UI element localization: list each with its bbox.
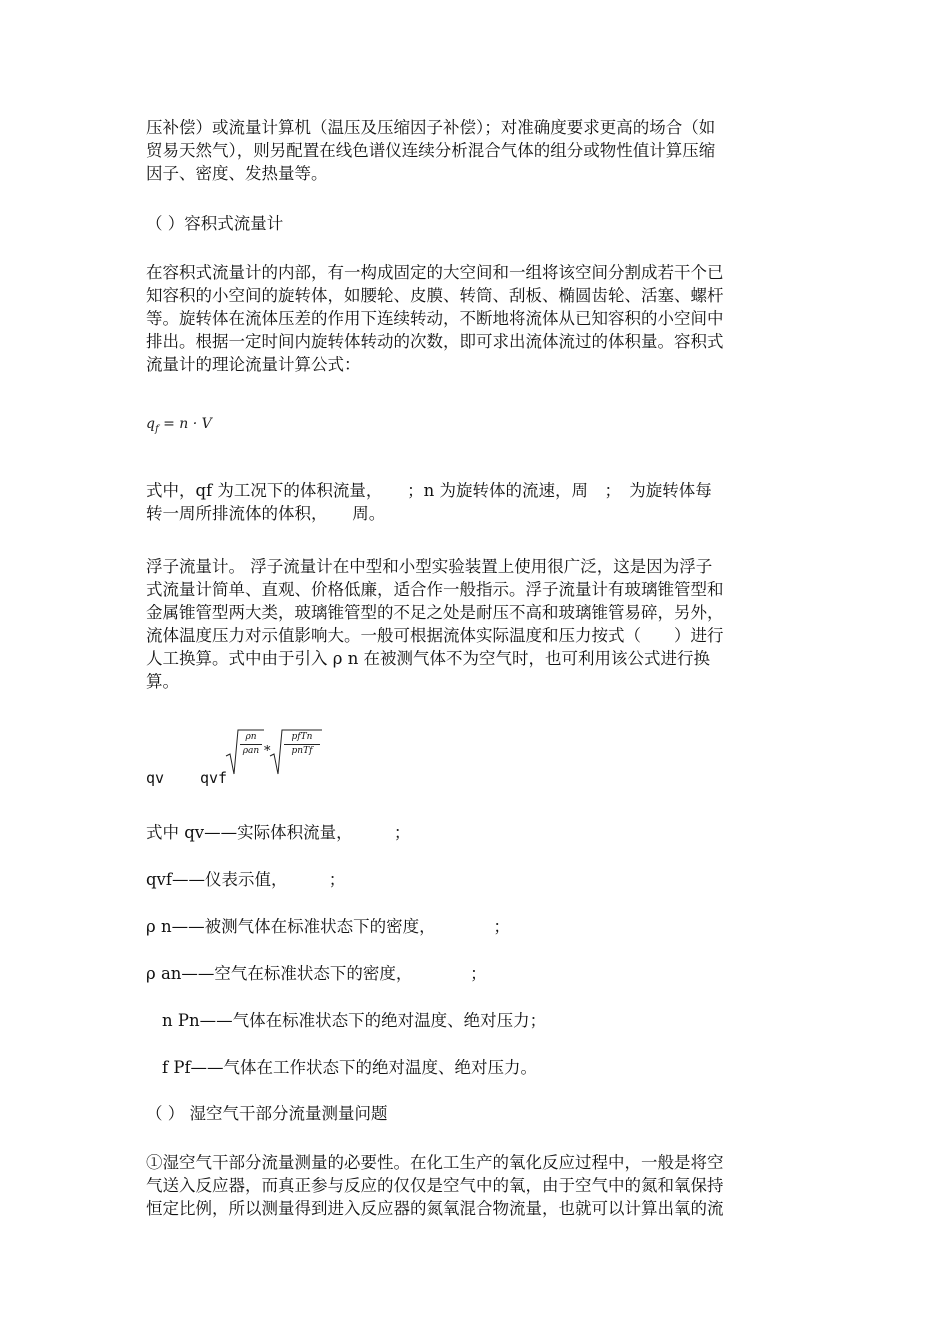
text-line: 金属锥管型两大类，玻璃锥管型的不足之处是耐压不高和玻璃锥管易碎，另外， (146, 603, 724, 622)
multiply-operator: * (264, 744, 271, 759)
text-line: 恒定比例，所以测量得到进入反应器的氮氧混合物流量，也就可以计算出氧的流 (146, 1199, 724, 1218)
text-line: 浮子流量计。 浮子流量计在中型和小型实验装置上使用很广泛，这是因为浮子 (146, 557, 713, 576)
text-line: 排出。根据一定时间内旋转体转动的次数，即可求出流体流过的体积量。容积式 (146, 332, 724, 351)
fraction-pressure-temperature (284, 732, 320, 757)
fraction-numerator: pfTn (291, 732, 313, 742)
text-line: 等。旋转体在流体压差的作用下连续转动，不断地将流体从已知容积的小空间中 (146, 309, 724, 328)
text-line: 人工换算。式中由于引入 ρ n 在被测气体不为空气时，也可利用该公式进行换 (146, 649, 711, 668)
text-line: 算。 (146, 672, 179, 691)
paragraph-formula-explanation (146, 479, 810, 525)
definition-rho-an: ρ an——空气在标准状态下的密度， ； (146, 964, 487, 983)
paragraph-wet-air (146, 1151, 810, 1220)
formula-symbol: q (146, 416, 155, 432)
section-heading-positive-displacement: （ ）容积式流量计 (146, 214, 284, 233)
definition-tn-pn: n Pn——气体在标准状态下的绝对温度、绝对压力； (162, 1011, 547, 1030)
paragraph-compensation (146, 116, 810, 185)
definition-qvf: qvf——仪表示值， ； (146, 870, 346, 889)
fraction-numerator: ρn (245, 732, 257, 742)
formula-volumetric-flow (146, 416, 212, 435)
text-line: 流量计的理论流量计算公式： (146, 355, 361, 374)
text-line: ①湿空气干部分流量测量的必要性。在化工生产的氧化反应过程中，一般是将空 (146, 1153, 724, 1172)
formula-float-correction (146, 726, 366, 796)
paragraph-float-flowmeter (146, 555, 810, 693)
fraction-density (240, 732, 262, 757)
formula-rhs-qvf: qvf (200, 769, 228, 787)
text-line: 压补偿）或流量计算机（温压及压缩因子补偿）；对准确度要求更高的场合（如 (146, 118, 716, 137)
definition-rho-n: ρ n——被测气体在标准状态下的密度， ； (146, 917, 510, 936)
definition-tf-pf: f Pf——气体在工作状态下的绝对温度、绝对压力。 (162, 1058, 538, 1077)
formula-rhs: = n · V (163, 416, 212, 432)
fraction-denominator: ρan (242, 746, 260, 756)
fraction-denominator: pnTf (291, 746, 313, 756)
text-line: 因子、密度、发热量等。 (146, 164, 328, 183)
text-line: 气送入反应器，而真正参与反应的仅仅是空气中的氧，由于空气中的氮和氧保持 (146, 1176, 724, 1195)
text-line: 知容积的小空间的旋转体，如腰轮、皮膜、转筒、刮板、椭圆齿轮、活塞、螺杆 (146, 286, 724, 305)
text-line: 贸易天然气），则另配置在线色谱仪连续分析混合气体的组分或物性值计算压缩 (146, 141, 716, 160)
definition-qv: 式中 qv——实际体积流量， ； (146, 823, 411, 842)
text-line: 式流量计简单、直观、价格低廉，适合作一般指示。浮子流量计有玻璃锥管型和 (146, 580, 724, 599)
formula-subscript: f (154, 424, 159, 435)
text-line: 在容积式流量计的内部，有一构成固定的大空间和一组将该空间分割成若干个已 (146, 263, 724, 282)
text-line: 流体温度压力对示值影响大。一般可根据流体实际温度和压力按式（ ）进行 (146, 626, 724, 645)
section-heading-wet-air: （ ） 湿空气干部分流量测量问题 (146, 1104, 388, 1123)
text-line: 式中，qf 为工况下的体积流量， ；n 为旋转体的流速，周 ； 为旋转体每 (146, 481, 712, 500)
formula-lhs: qv (146, 769, 165, 787)
text-line: 转一周所排流体的体积， 周。 (146, 504, 386, 523)
paragraph-positive-displacement (146, 261, 810, 376)
